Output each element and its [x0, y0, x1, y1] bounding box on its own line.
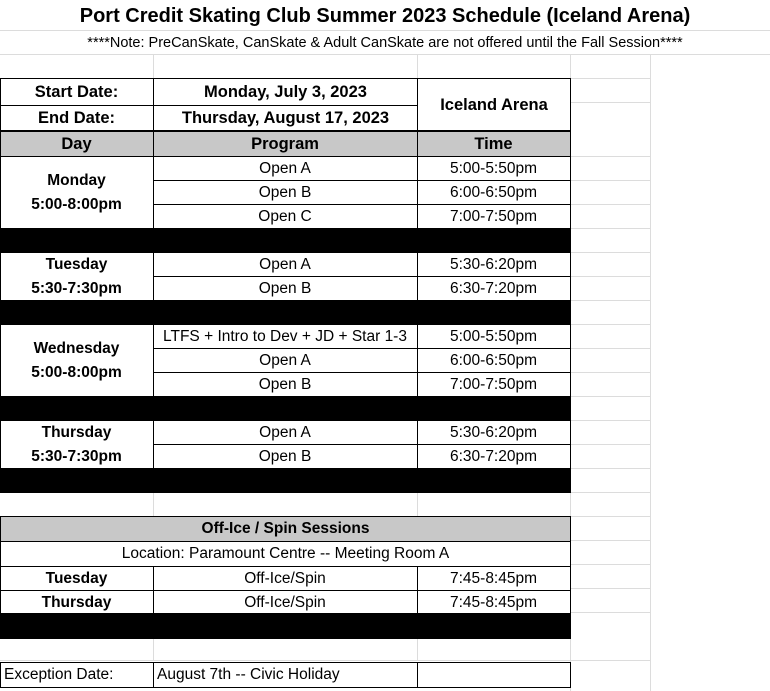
day-hours: 5:30-7:30pm — [31, 280, 122, 297]
column-header-time: Time — [474, 134, 513, 153]
day-thursday — [0, 421, 153, 469]
day-wednesday — [0, 336, 153, 386]
column-header-program: Program — [251, 134, 319, 153]
page-title: Port Credit Skating Club Summer 2023 Schedule (Iceland Arena) — [79, 4, 691, 27]
time-cell: 5:00-5:50pm — [449, 159, 538, 177]
program-cell: Open B — [258, 183, 312, 201]
end-date-label: End Date: — [37, 108, 115, 127]
day-monday — [0, 168, 153, 218]
time-cell: 6:00-6:50pm — [449, 183, 538, 201]
arena-name: Iceland Arena — [440, 95, 548, 114]
program-cell: Open B — [258, 279, 312, 297]
program-cell: Open A — [259, 255, 311, 273]
exception-label: Exception Date: — [4, 666, 114, 683]
program-cell: LTFS + Intro to Dev + JD + Star 1-3 — [163, 327, 407, 345]
session-note: ****Note: PreCanSkate, CanSkate & Adult CanSkate are not offered until the Fall Session**** — [87, 34, 683, 51]
time-cell: 6:30-7:20pm — [449, 279, 538, 297]
office-program: Off-Ice/Spin — [244, 569, 326, 587]
time-cell: 5:00-5:50pm — [449, 327, 538, 345]
start-date-label: Start Date: — [34, 82, 119, 101]
program-cell: Open A — [259, 423, 311, 441]
time-cell: 7:00-7:50pm — [449, 375, 538, 393]
time-cell: 7:00-7:50pm — [449, 207, 538, 225]
program-cell: Open B — [258, 447, 312, 465]
program-cell: Open C — [258, 207, 312, 225]
time-cell: 5:30-6:20pm — [449, 423, 538, 441]
day-hours: 5:30-7:30pm — [31, 448, 122, 465]
separator-bar — [0, 300, 571, 325]
office-title: Off-Ice / Spin Sessions — [201, 520, 370, 537]
day-name: Tuesday — [45, 256, 108, 273]
separator-bar — [0, 614, 571, 639]
time-cell: 6:00-6:50pm — [449, 351, 538, 369]
office-day: Thursday — [41, 593, 112, 611]
end-date-value: Thursday, August 17, 2023 — [181, 108, 390, 127]
time-cell: 6:30-7:20pm — [449, 447, 538, 465]
office-time: 7:45-8:45pm — [449, 569, 538, 587]
separator-bar — [0, 396, 571, 421]
day-hours: 5:00-8:00pm — [31, 364, 122, 381]
day-name: Wednesday — [33, 340, 120, 357]
start-date-value: Monday, July 3, 2023 — [204, 82, 367, 101]
day-name: Monday — [47, 172, 106, 189]
column-header-day: Day — [61, 134, 92, 153]
program-cell: Open A — [259, 159, 311, 177]
separator-bar — [0, 468, 571, 493]
office-location: Location: Paramount Centre -- Meeting Room A — [121, 545, 450, 562]
program-cell: Open A — [259, 351, 311, 369]
office-day: Tuesday — [45, 569, 108, 587]
day-tuesday — [0, 253, 153, 301]
office-program: Off-Ice/Spin — [244, 593, 326, 611]
day-name: Thursday — [41, 424, 112, 441]
office-time: 7:45-8:45pm — [449, 593, 538, 611]
time-cell: 5:30-6:20pm — [449, 255, 538, 273]
day-hours: 5:00-8:00pm — [31, 196, 122, 213]
exception-value: August 7th -- Civic Holiday — [157, 666, 340, 683]
separator-bar — [0, 228, 571, 253]
program-cell: Open B — [258, 375, 312, 393]
